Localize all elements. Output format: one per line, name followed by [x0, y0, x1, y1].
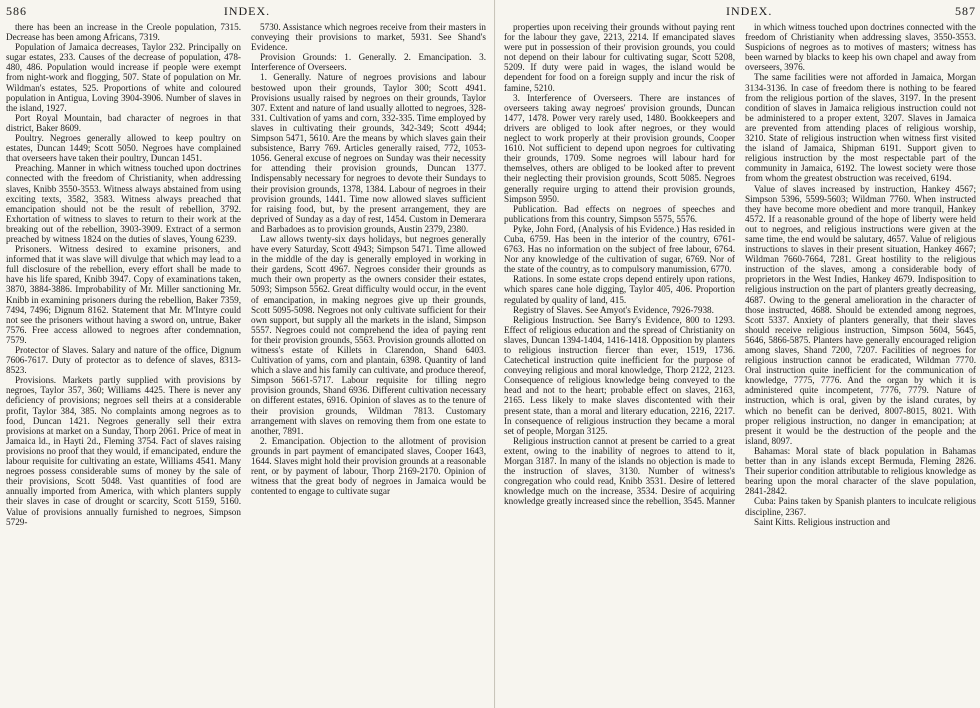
- index-entry: Preaching. Manner in which witness touched upon doctrines connected with the freedom of Christianity, when addressing slaves, Knibb 3550-3553. Witness always abstained from using exciting texts, 3582, 3583. Witness always preached that emancipation should not be the result of rebellion, 3792. Exhortation of witness to slaves to return to their work at the breaking out of the rebellion, 3903-3909. Extract of a sermon preached by witness 1824 on the duties of slaves, Young 6239.: [6, 163, 241, 244]
- index-entry: Bahamas: Moral state of black population in Bahamas better than in any islands except Bermuda, Fleming 2826. Their superior condition attributable to religious knowledge as bearing upon the moral character of the slave population, 2841-2842.: [745, 445, 976, 497]
- index-entry: Value of slaves increased by instruction, Hankey 4567; Simpson 5396, 5599-5603; Wildman 7760. When instructed they have become more obedient and more tranquil, Hankey 4572. If a reasonable ground of the hope of liberty were held out to negroes, and religious instructions were given at the same time, the end would be salutary, 4657. Value of religious instructions to slaves in their present situation, Hankey 4667; Wildman 7660-7664, 7281. Great hostility to the religious instruction of the slaves, among a considerable body of proprietors in the West Indies, Hankey 4679. Indisposition to religious instruction on the part of planters greatly decreasing, 4687. Owing to the general amelioration in the character of those instructed, 4688. Should be extended among negroes, Scott 5337. Anxiety of planters generally, that their slaves should receive religious instruction, Simpson 5604, 5645, 5646, 5866-5875. Planters have generally encouraged religion among slaves, Shand 7200, 7207. Facilities of negroes for religious instruction cannot be eradicated, Wildman 7770. Oral instruction quite inefficient for the communication of knowledge, 7775, 7776. And the organ by which it is administered quite incompetent, 7776, 7779. Nature of instruction, which is oral, given by the island curates, by which no benefit can be derived, 8007-8015, 8021. With proper religious instruction, no danger in emancipation; at present it would be the destruction of the people and the island, 8097.: [745, 183, 976, 446]
- right-running-head: [496, 0, 980, 20]
- index-entry: in which witness touched upon doctrines connected with the freedom of Christianity when addressing slaves, 3550-3553. Suspicions of negroes as to motives of masters; witness has been warned by blacks to keep his own chapel and away from overseers, 3976.: [745, 22, 976, 73]
- index-entry: Religious Instruction. See Barry's Evidence, 800 to 1293. Effect of religious education and the spread of Christianity on slaves, Duncan 1394-1404, 1416-1418. Opposition by planters to religious instruction fiercer than ever, 1519, 1736. Catechetical instruction quite inefficient for the purpose of conveying religious and moral knowledge, Thorp 2122, 2123. Consequence of religious knowledge being conveyed to the head and not to the heart; probable effect on slaves, 2163, 2165. Less likely to make slaves discontented with their present state, than a moral and literary education, 2216, 2217. In consequence of religious instruction they became a moral set of people, Morgan 3125.: [504, 314, 735, 436]
- index-entry: Rations. In some estate crops depend entirely upon rations, which spares cane hole digging, Taylor 405, 406. Proportion regulated by quality of land, 415.: [504, 274, 735, 305]
- left-running-head: [0, 0, 494, 20]
- right-page: [496, 0, 980, 708]
- index-entry: Law allows twenty-six days holidays, but negroes generally have every Saturday, Scott 4943; Simpson 5471. Time allowed in the middle of the day is generally employed in working in their gardens, Scott 4967. Negroes consider their grounds as much their own property as the owners consider their estates, 5093; Simpson 5562. Great difficulty would occur, in the event of emancipation, in making negroes give up their grounds, Scott 5095-5098. Negroes not only cultivate sufficient for their own support, but supply all the markets in the island, Simpson 5557. Negroes could not comprehend the idea of paying rent for their provision grounds, 5563. Provision grounds allotted on witness's estate of Killets in Clarendon, Shand 6403. Cultivation of yams, corn and plantain, 6398. Quantity of land which a slave and his family can cultivate, and produce thereof, Simpson 5661-5717. Labour requisite for tilling negro provision grounds, Shand 6936. Different cultivation necessary on different estates, 6916. Opinion of slaves as to the tenure of their provision grounds, Wildman 7813. Customary arrangement with slaves on removing them from one estate to another, 7891.: [251, 233, 486, 436]
- index-entry: Port Royal Mountain, bad character of negroes in that district, Baker 8609.: [6, 112, 241, 133]
- index-entry: Protector of Slaves. Salary and nature of the office, Dignum 7606-7617. Duty of protector as to defence of slaves, 8313-8523.: [6, 345, 241, 376]
- index-entry: Religious instruction cannot at present be carried to a great extent, owing to the inability of negroes to attend to it, Morgan 3187. In many of the islands no objection is made to the instruction of slaves, 3130. Number of witness's congregation who could read, Knibb 3531. Desire of lettered knowledge much on the increase, 3534. Desire of acquiring knowledge greatly increased since the rebellion, 3545. Manner: [504, 435, 735, 507]
- index-entry: 1. Generally. Nature of negroes provisions and labour bestowed upon their grounds, Taylor 300; Scott 4941. Provisions usually raised by negroes on their grounds, Taylor 307. Extent and nature of land usually allotted to negroes, 328-331. Cultivation of yams and corn, 332-335. Time employed by slaves in cultivating their grounds, 342-349; Scott 4944; Simpson 5471, 5610. Are the means by which slaves gain their subsistence, Barry 769. Articles generally raised, 772, 1053-1056. General excuse of negroes on Sunday was their necessity for attending their provision grounds, Duncan 1377. Indispensably necessary for negroes to devote their Sundays to their provision grounds, 1378, 1384. Labour of negroes in their provision grounds, 1441. Time now allowed slaves sufficient for raising food, but, by the present arrangement, they are deprived of Sunday as a day of rest, 1454. Custom in Demerara and Barbadoes as to provision grounds, Austin 2379, 2380.: [251, 72, 486, 234]
- index-entry: Provisions. Markets partly supplied with provisions by negroes, Taylor 357, 360; Williams 4425. There is never any deficiency of provisions; negroes sell theirs at a considerable profit, Taylor 384, 385. No complaints among negroes as to food, Duncan 1421. Negroes generally sell their extra provisions at market on a Sunday, Thorp 2061. Price of meat in Jamaica ld., in Hayti 2d., Fleming 3754. Fact of slaves raising provisions no proof that they would, if emancipated, endure the labour requisite for cultivating an estate, Williams 4541. Many negroes possess considerable sums of money by the sale of their provisions, Scott 5048. Vast quantities of food are annually imported from America, with which planters supply their slaves in case of drought or scarcity, Scott 5159, 5160. Value of provisions annually furnished to negroes, Simpson 5729-: [6, 375, 241, 527]
- left-page-number: 586: [6, 4, 27, 18]
- index-entry: properties upon receiving their grounds without paying rent for the labour they gave, 2213, 2214. If emancipated slaves were put in possession of their provision grounds, you could not depend on their labour for cultivating sugar, Scott 5208, 5209. If duty were paid in wages, the island would be dependent for food on a foreign supply and incur the risk of famine, 5210.: [504, 22, 735, 93]
- index-entry: 5730. Assistance which negroes receive from their masters in conveying their provisions to market, 5931. See Shand's Evidence.: [251, 22, 486, 53]
- index-entry: 2. Emancipation. Objection to the allotment of provision grounds in part payment of emancipated slaves, Cooper 1643, 1644. Slaves might hold their provision grounds at a reasonable rent, or by payment of labour, Thorp 2169-2170. Opinion of witness that the great body of negroes in Jamaica would be contented to engage to cultivate sugar: [251, 435, 486, 497]
- index-entry: Poultry. Negroes generally allowed to keep poultry on estates, Duncan 1449; Scott 5050. Negroes have complained that overseers have taken their poultry, Duncan 1451.: [6, 133, 241, 164]
- index-entry: Pyke, John Ford, (Analysis of his Evidence.) Has resided in Cuba, 6759. Has been in the interior of the country, 6761-6763. Has no information on the subject of free labour, 6764. Nor any knowledge of the cultivation of sugar, 6769. Nor of the state of the country, as to compulsory manumission, 6770.: [504, 223, 735, 275]
- left-page-column-1: [6, 22, 241, 704]
- index-entry: Saint Kitts. Religious instruction and: [754, 516, 891, 527]
- right-page-column-2: [745, 22, 976, 704]
- left-page-column-2: [251, 22, 486, 704]
- index-entry: Population of Jamaica decreases, Taylor 232. Principally on sugar estates, 233. Causes of the decrease of population, 478-480, 486. Population would increase if people were exempt from night-work and flogging, 507. State of population on Mr. Wildman's estates, 525. Proportions of white and coloured population in Antigua, Loving 3904-3906. Number of slaves in the island, 1927.: [6, 42, 241, 113]
- index-entry: The same facilities were not afforded in Jamaica, Morgan 3134-3136. In case of freedom there is nothing to be feared from the religious portion of the slaves, 3197. In the present condition of slaves in Jamaica religious instruction could not be administered to a proper extent, 3207. Slaves in Jamaica are prevented from attending places of religious worship, 3210. State of religious instruction when witness first visited the island of Jamaica, Shipman 6191. Support given to religious instruction by the most respectable part of the community in Jamaica, 6192. The lowest society were those from whom the greatest obstruction was received, 6194.: [745, 72, 976, 184]
- right-page-columns: [504, 22, 976, 704]
- index-entry: there has been an increase in the Creole population, 7315. Decrease has been among Africans, 7319.: [6, 22, 241, 43]
- left-page-columns: [6, 22, 486, 704]
- index-entry: Prisoners. Witness desired to examine prisoners, and informed that it was slave will divulge that which may lead to a full disclosure of the rebellion, every effort shall be made to have his life spared, Knibb 3947. Copy of examinations taken, 3870, 3884-3886. Improbability of Mr. Miller sanctioning Mr. Knibb in examining prisoners during the rebellion, Baker 7359, 7494, 7496; Dignum 8162. Statement that Mr. M'Intyre could not see the prisoners without having a sword on, untrue, Baker 7576. Free access allowed to negroes after condemnation, 7579.: [6, 244, 241, 345]
- right-page-column-1: [504, 22, 735, 704]
- index-entry: Publication. Bad effects on negroes of speeches and publications from this country, Simpson 5575, 5576.: [504, 203, 735, 224]
- index-entry: Registry of Slaves. See Amyot's Evidence, 7926-7938.: [513, 304, 714, 315]
- right-page-number: 587: [955, 4, 976, 18]
- right-running-head-title: INDEX.: [726, 4, 773, 18]
- left-running-head-title: INDEX.: [223, 4, 271, 18]
- index-entry: Provision Grounds: 1. Generally. 2. Emancipation. 3. Interference of Overseers.: [251, 52, 486, 73]
- index-entry: 3. Interference of Overseers. There are instances of overseers taking away negroes' provision grounds, Duncan 1477, 1478. Power very rarely used, 1480. Bookkeepers and drivers are obliged to look after negroes, or they would neglect to work properly at their provision grounds, Cooper 1610. Not sufficient to depend upon negroes for cultivating their grounds, 1709. Some negroes will labour hard for themselves, others are obliged to be looked after to prevent their neglecting their provision grounds, Scott 5085. Negroes generally require urging to attend their provision grounds, Simpson 5950.: [504, 92, 735, 204]
- index-entry: Cuba: Pains taken by Spanish planters to inculcate religious discipline, 2367.: [745, 496, 976, 517]
